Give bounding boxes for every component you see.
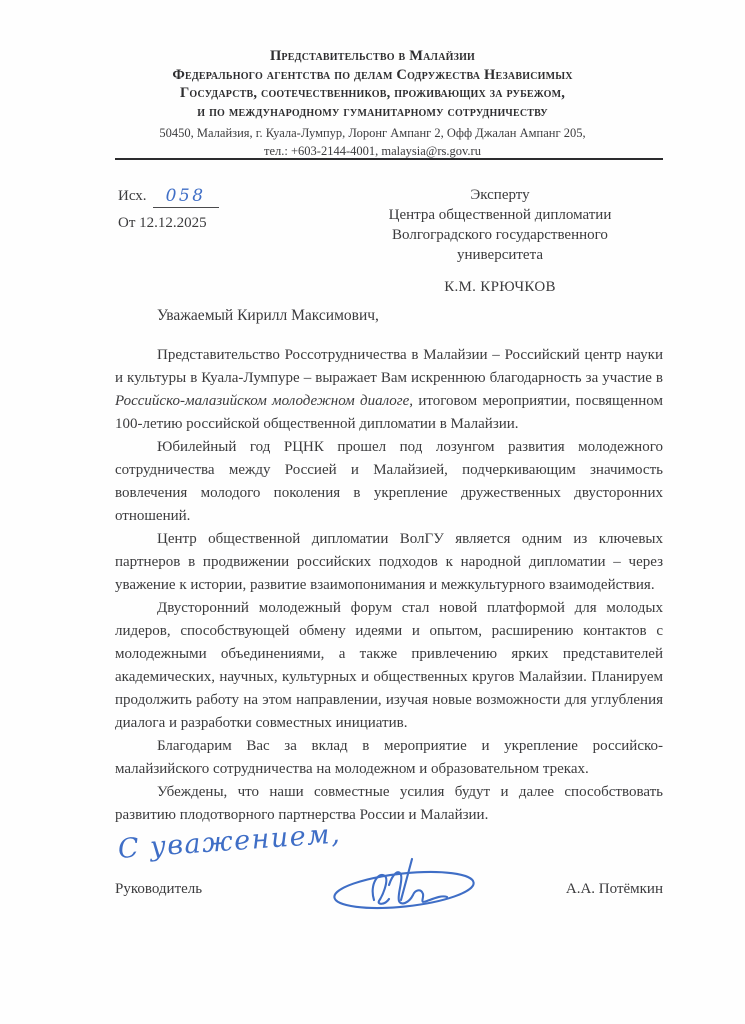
recipient-line: университета — [456, 247, 543, 263]
recipient-block — [352, 185, 648, 297]
recipient-line: Эксперту — [470, 187, 530, 203]
paragraph-5: Благодарим Вас за вклад в мероприятие и укрепление российско-малайзийского сотрудничества на молодежном и образовательном треках. — [115, 738, 663, 777]
paragraph-1-text: Представительство Россотрудничества в Малайзии – Российский центр науки и культуры в Куала-Лумпуре – выражает Вам искреннюю благодарность за участие в — [115, 347, 663, 386]
recipient-line: Центра общественной дипломатии — [388, 207, 612, 223]
letterhead-title-line1: Представительство в Малайзии — [269, 48, 476, 64]
salutation: Уважаемый Кирилл Максимович, — [157, 307, 379, 324]
signer-name: А.А. Потёмкин — [565, 881, 663, 897]
letter-body — [115, 344, 663, 827]
letterhead-title-line3: Государств, соотечественников, проживающих за рубежом, — [179, 85, 566, 101]
paragraph-2: Юбилейный год РЦНК прошел под лозунгом развития молодежного сотрудничества между Россией и Малайзией, подчеркивающим значимость вовлечения молодого поколения в укрепление дружественных двусторонних отношений. — [115, 439, 663, 524]
paragraph-1 — [115, 344, 663, 436]
letterhead-title-line4: и по международному гуманитарному сотрудничеству — [197, 103, 548, 120]
letter-date: От 12.12.2025 — [118, 215, 207, 231]
reference-block — [118, 184, 219, 234]
paragraph-3: Центр общественной дипломатии ВолГУ является одним из ключевых партнеров в продвижении российских подходов к народной дипломатии – через уважение к истории, развитие взаимопонимания и межкультурного взаимодействия. — [115, 531, 663, 593]
paragraph-6: Убеждены, что наши совместные усилия будут и далее способствовать развитию плодотворного партнерства России и Малайзии. — [115, 784, 663, 823]
letterhead-title-line2: Федерального агентства по делам Содружества Независимых — [172, 66, 573, 83]
outgoing-number-handwritten: 058 — [165, 186, 206, 206]
outgoing-number-line — [118, 184, 219, 208]
letterhead-address: 50450, Малайзия, г. Куала-Лумпур, Лоронг Ампанг 2, Офф Джалан Ампанг 205, — [159, 126, 586, 140]
signature-stroke — [328, 854, 480, 920]
recipient-line: Волгоградского государственного — [392, 227, 608, 243]
paragraph-1-italic-phrase: Российско-малазийском молодежном диалоге, — [115, 393, 414, 409]
paragraph-1-text-after: итоговом мероприятии, посвященном 100-летию российской общественной дипломатии в Малайзии. — [115, 393, 663, 432]
recipient-name: К.М. КРЮЧКОВ — [444, 279, 556, 295]
outgoing-label: Исх. — [118, 188, 147, 204]
outgoing-number-slot — [153, 184, 219, 208]
signer-position: Руководитель — [115, 881, 203, 897]
handwritten-closing: С уважением, — [116, 818, 343, 865]
letterhead — [0, 47, 745, 160]
paragraph-4: Двусторонний молодежный форум стал новой платформой для молодых лидеров, способствующей обмену идеями и опытом, расширению контактов с молодежными объединениями, а также привлечению ярких представителей академических, научных, культурных и общественных кругов Малайзии. Планируем продолжить работу на этом направлении, изучая новые возможности для углубления диалога и разработки совместных инициатив. — [115, 600, 663, 731]
letterhead-contact: тел.: +603-2144-4001, malaysia@rs.gov.ru — [264, 144, 481, 158]
letterhead-divider — [115, 158, 663, 160]
